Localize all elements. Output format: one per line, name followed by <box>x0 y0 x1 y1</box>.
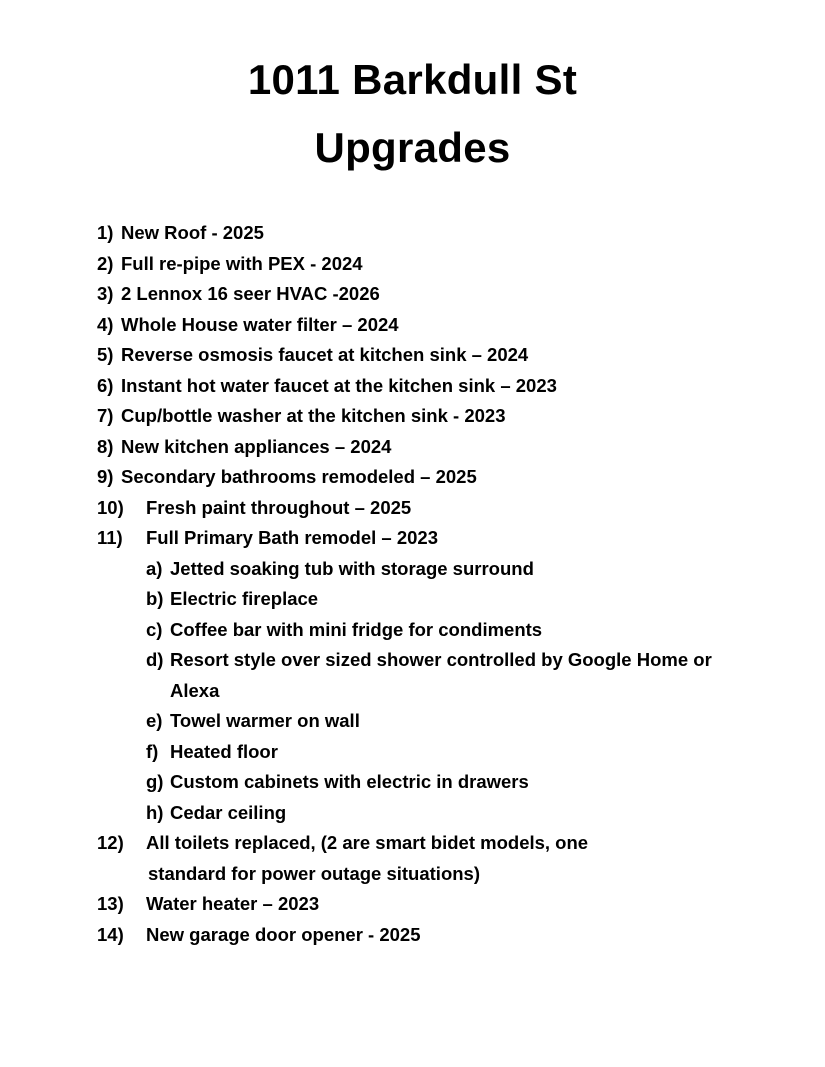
sub-list-item <box>0 554 825 585</box>
item-text: Cup/bottle washer at the kitchen sink - 2023 <box>121 405 506 426</box>
sub-item-text: Electric fireplace <box>170 588 319 609</box>
sub-item-letter: b) <box>146 588 164 609</box>
list-item <box>0 249 825 280</box>
item-text: Fresh paint throughout – 2025 <box>146 496 412 518</box>
sub-item-text: Alexa <box>170 679 220 701</box>
item-number: 14) <box>97 923 124 945</box>
sub-item-text: Heated floor <box>170 740 278 762</box>
sub-item-letter: a) <box>146 557 163 579</box>
item-text: Full Primary Bath remodel – 2023 <box>146 527 439 548</box>
sub-item-letter: e) <box>146 710 163 731</box>
item-text: New garage door opener - 2025 <box>146 923 421 945</box>
sub-list-item-continuation <box>0 676 825 707</box>
item-number: 5) <box>97 344 114 365</box>
sub-item-letter: f) <box>146 740 159 762</box>
list-item <box>0 828 825 859</box>
list-item <box>0 218 825 249</box>
item-text: New Roof - 2025 <box>121 222 264 243</box>
page-title: 1011 Barkdull St <box>247 56 578 103</box>
sub-list-item <box>0 737 825 768</box>
item-number: 3) <box>97 283 114 304</box>
item-text: standard for power outage situations) <box>148 862 480 884</box>
sub-list-item <box>0 615 825 646</box>
sub-item-text: Cedar ceiling <box>170 801 287 823</box>
item-number: 7) <box>97 405 114 426</box>
sub-item-letter: h) <box>146 801 164 823</box>
item-number: 4) <box>97 313 114 335</box>
item-number: 8) <box>97 435 114 457</box>
sub-item-text: Coffee bar with mini fridge for condiments <box>170 618 543 640</box>
list-item <box>0 310 825 341</box>
list-item <box>0 371 825 402</box>
list-item <box>0 401 825 432</box>
sub-item-text: Resort style over sized shower controlled by Google Home or <box>170 649 712 670</box>
sub-list-item <box>0 767 825 798</box>
sub-item-letter: g) <box>146 771 164 792</box>
sub-list-item <box>0 798 825 829</box>
item-number: 2) <box>97 252 114 274</box>
item-number: 9) <box>97 466 114 487</box>
list-item <box>0 279 825 310</box>
page-subtitle: Upgrades <box>314 124 511 171</box>
item-text: Reverse osmosis faucet at kitchen sink – 2024 <box>121 344 529 365</box>
item-number: 12) <box>97 832 124 853</box>
sub-item-letter: d) <box>146 649 164 670</box>
upgrades-list <box>0 218 825 950</box>
item-text: New kitchen appliances – 2024 <box>121 435 392 457</box>
list-item <box>0 523 825 554</box>
sub-list-item <box>0 645 825 676</box>
list-item <box>0 462 825 493</box>
sub-item-letter: c) <box>146 618 163 640</box>
item-number: 13) <box>97 893 124 914</box>
item-text: Secondary bathrooms remodeled – 2025 <box>121 466 477 487</box>
list-item <box>0 889 825 920</box>
item-text: Full re-pipe with PEX - 2024 <box>121 252 363 274</box>
item-number: 1) <box>97 222 114 243</box>
list-item <box>0 340 825 371</box>
sub-list-item <box>0 706 825 737</box>
sub-item-text: Jetted soaking tub with storage surround <box>170 557 534 579</box>
list-item <box>0 493 825 524</box>
item-number: 6) <box>97 374 114 396</box>
list-item <box>0 432 825 463</box>
item-text: Water heater – 2023 <box>146 893 320 914</box>
item-number: 11) <box>97 527 123 548</box>
list-item-continuation <box>0 859 825 890</box>
item-text: All toilets replaced, (2 are smart bidet models, one <box>146 832 589 853</box>
item-text: 2 Lennox 16 seer HVAC -2026 <box>121 283 380 304</box>
item-text: Instant hot water faucet at the kitchen sink – 2023 <box>121 374 557 396</box>
sub-item-text: Towel warmer on wall <box>170 710 360 731</box>
item-text: Whole House water filter – 2024 <box>121 313 399 335</box>
sub-list-item <box>0 584 825 615</box>
list-item <box>0 920 825 951</box>
sub-item-text: Custom cabinets with electric in drawers <box>170 771 529 792</box>
item-number: 10) <box>97 496 124 518</box>
